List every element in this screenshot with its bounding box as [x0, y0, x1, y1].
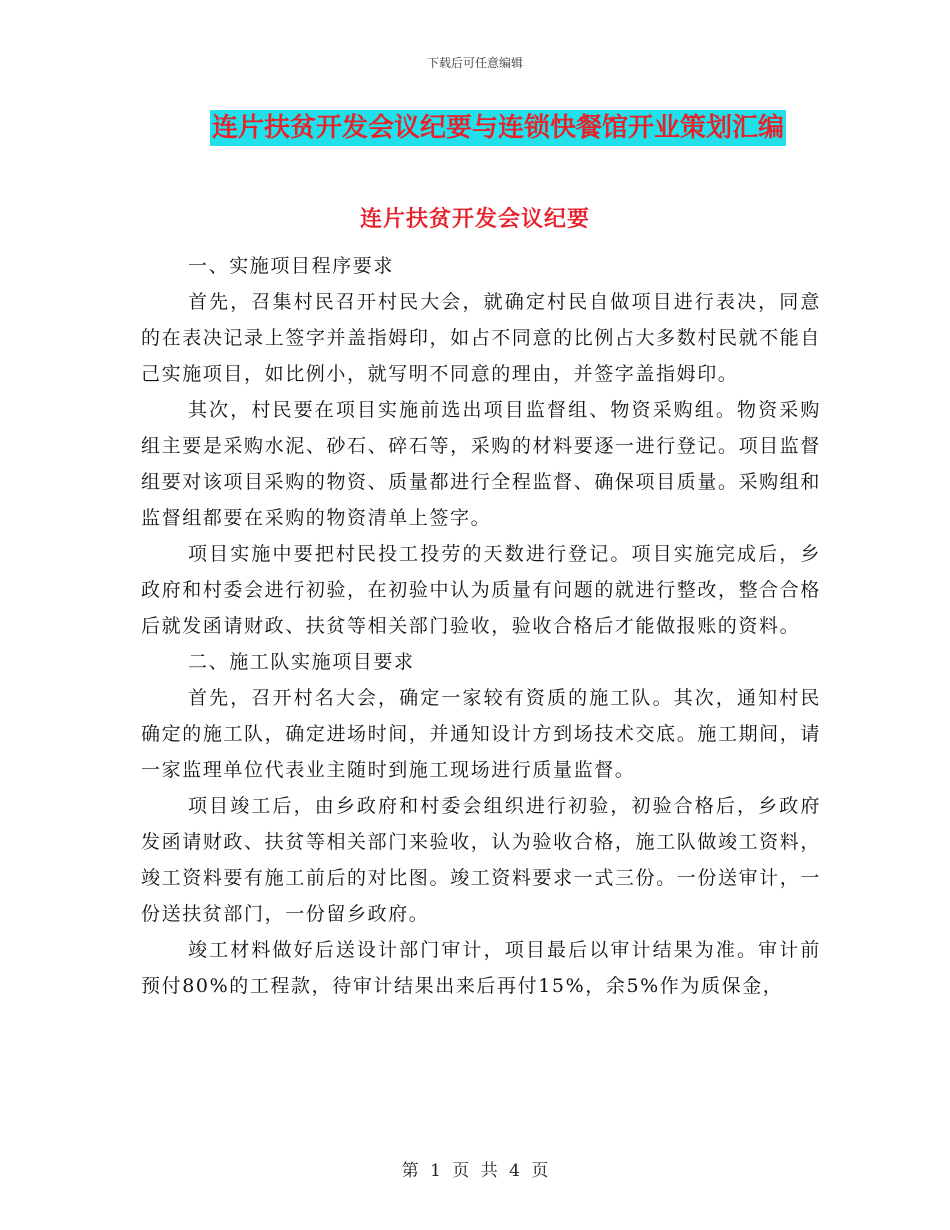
document-body	[141, 248, 821, 1004]
heading-construction-team: 二、施工队实施项目要求	[188, 651, 415, 673]
paragraph: 竣工材料做好后送设计部门审计，项目最后以审计结果为准。审计前预付80%的工程款，待审计结果出来后再付15%，余5%作为质保金，	[141, 939, 821, 997]
heading-implementation-procedure: 一、实施项目程序要求	[188, 255, 395, 277]
paragraph: 首先，召开村名大会，确定一家较有资质的施工队。其次，通知村民确定的施工队，确定进场时间，并通知设计方到场技术交底。施工期间，请一家监理单位代表业主随时到施工现场进行质量监督。	[141, 687, 821, 781]
paragraph: 项目竣工后，由乡政府和村委会组织进行初验，初验合格后，乡政府发函请财政、扶贫等相关部门来验收，认为验收合格，施工队做竣工资料，竣工资料要有施工前后的对比图。竣工资料要求一式三份。一份送审计，一份送扶贫部门，一份留乡政府。	[141, 795, 821, 925]
paragraph: 其次，村民要在项目实施前选出项目监督组、物资采购组。物资采购组主要是采购水泥、砂石、碎石等，采购的材料要逐一进行登记。项目监督组要对该项目采购的物资、质量都进行全程监督、确保项目质量。采购组和监督组都要在采购的物资清单上签字。	[141, 399, 821, 529]
section-title: 连片扶贫开发会议纪要	[359, 206, 590, 232]
paragraph: 项目实施中要把村民投工投劳的天数进行登记。项目实施完成后，乡政府和村委会进行初验，在初验中认为质量有问题的就进行整改，整合合格后就发函请财政、扶贫等相关部门验收，验收合格后才能做报账的资料。	[141, 543, 821, 637]
main-title-container	[0, 110, 950, 146]
paragraph: 首先，召集村民召开村民大会，就确定村民自做项目进行表决，同意的在表决记录上签字并盖指姆印，如占不同意的比例占大多数村民就不能自己实施项目，如比例小，就写明不同意的理由，并签字盖指姆印。	[141, 291, 821, 385]
page-number: 第 1 页 共 4 页	[401, 1161, 549, 1181]
header-note: 下载后可任意编辑	[426, 56, 523, 70]
main-title: 连片扶贫开发会议纪要与连锁快餐馆开业策划汇编	[210, 110, 786, 146]
